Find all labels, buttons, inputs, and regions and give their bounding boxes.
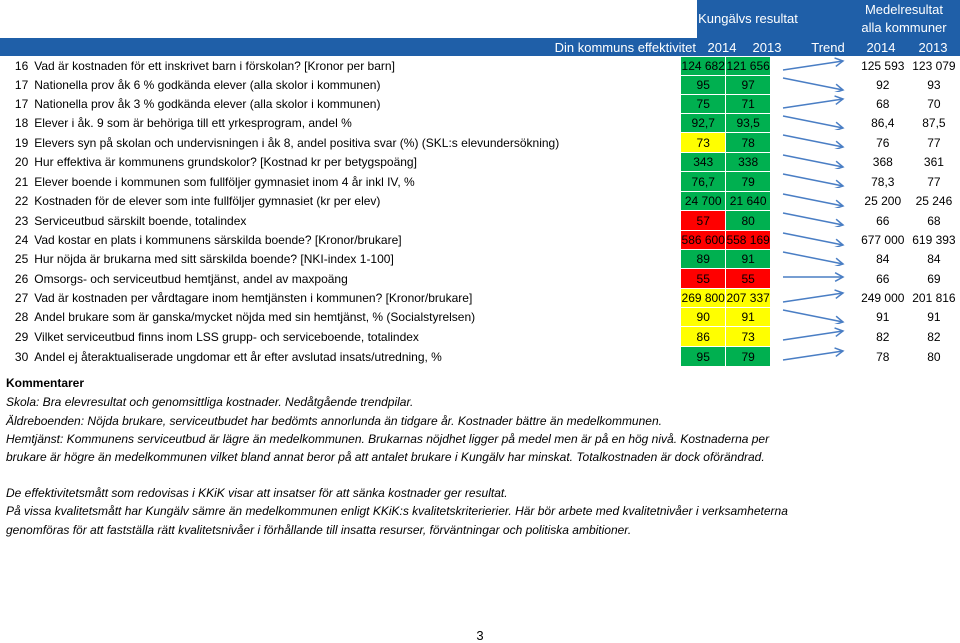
comments-title: Kommentarer [6, 376, 85, 390]
avg-2013-header: 2013 [918, 40, 948, 55]
kungalv-header: Kungälvs resultat [698, 11, 798, 26]
comment-line: brukare är högre än medelkommunen vilket bland annat beror på att antalet brukare i Kungälv har minskat. Totalkostnaden är dock oförändrad. [6, 450, 765, 464]
value-2013: 79 [726, 347, 771, 367]
row-number: 17 [14, 78, 29, 92]
row-number: 21 [14, 174, 29, 189]
value-2014: 89 [681, 250, 726, 269]
comment-line: genomföras för att fastställa rätt kvalitetsnivåer i förhållande till insatta resurser, förväntningar och politiska ambitioner. [6, 523, 632, 537]
indicator-label: Kostnaden för de elever som inte fullföljer gymnasiet (kr per elev) [34, 194, 381, 208]
avg-value-2014: 25 200 [864, 194, 902, 208]
avg-value-2014: 677 000 [861, 233, 905, 247]
avg-value-2013: 25 246 [915, 194, 953, 208]
avg-value-2013: 123 079 [912, 59, 956, 73]
indicator-label: Vad är kostnaden per vårdtagare inom hemtjänsten i kommunen? [Kronor/brukare] [34, 291, 473, 305]
indicator-label: Nationella prov åk 6 % godkända elever (alla skolor i kommunen) [34, 78, 381, 92]
value-2014: 95 [681, 347, 726, 367]
avg-value-2014: 66 [876, 271, 890, 286]
trend-down-icon [779, 211, 849, 227]
table-row [0, 231, 960, 250]
table-row [0, 250, 960, 269]
value-2013: 558 169 [726, 231, 771, 250]
avg-value-2013: 68 [927, 213, 941, 228]
year-2013-header: 2013 [752, 40, 782, 55]
avg-value-2013: 93 [927, 78, 941, 92]
table-row [0, 211, 960, 231]
value-2013: 78 [726, 133, 771, 153]
indicator-label: Serviceutbud särskilt boende, totalindex [34, 213, 247, 228]
trend-arrow-icon [771, 269, 858, 289]
value-2013: 93,5 [726, 114, 771, 133]
avg-value-2014: 84 [876, 252, 890, 266]
table-row [0, 114, 960, 133]
comment-line: De effektivitetsmått som redovisas i KKiK visar att insatser för att sänka kostnader ger resultat. [6, 486, 508, 500]
avg-value-2013: 361 [923, 155, 944, 169]
indicator-label: Elever i åk. 9 som är behöriga till ett yrkesprogram, andel % [34, 116, 352, 130]
row-number: 16 [14, 59, 29, 73]
indicator-label: Omsorgs- och serviceutbud hemtjänst, andel av maxpoäng [34, 271, 348, 286]
din-kommun-header: Din kommuns effektivitet [554, 40, 696, 55]
avg-value-2014: 76 [876, 135, 890, 150]
trend-arrow-icon [771, 289, 858, 308]
value-2014: 586 600 [681, 231, 726, 250]
row-number: 24 [14, 233, 29, 247]
row-number: 20 [14, 155, 29, 169]
value-2014: 269 800 [681, 289, 726, 308]
value-2013: 91 [726, 308, 771, 327]
value-2013: 73 [726, 327, 771, 347]
value-2013: 207 337 [726, 289, 771, 308]
value-2013: 79 [726, 172, 771, 192]
table-row [0, 192, 960, 211]
avg-value-2014: 82 [876, 329, 890, 344]
avg-value-2013: 82 [927, 329, 941, 344]
value-2013: 80 [726, 211, 771, 231]
trend-header: Trend [811, 40, 845, 55]
row-number: 23 [14, 213, 29, 228]
value-2014: 73 [681, 133, 726, 153]
row-number: 18 [14, 116, 29, 130]
value-2013: 55 [726, 269, 771, 289]
table-row [0, 76, 960, 95]
trend-arrow-icon [771, 172, 858, 192]
comment-line: Hemtjänst: Kommunens serviceutbud är lägre än medelkommunen. Brukarnas nöjdhet ligger på medel men är på en hög nivå. Kostnaderna per [6, 432, 770, 446]
indicator-label: Vad är kostnaden för ett inskrivet barn i förskolan? [Kronor per barn] [34, 59, 395, 73]
indicator-label: Elever boende i kommunen som fullföljer gymnasiet inom 4 år inkl IV, % [34, 174, 415, 189]
page-number: 3 [476, 628, 484, 643]
table-row [0, 289, 960, 308]
indicator-label: Vilket serviceutbud finns inom LSS grupp- och serviceboende, totalindex [34, 329, 419, 344]
trend-down-icon [779, 192, 849, 208]
row-number: 17 [14, 97, 29, 111]
table-row [0, 327, 960, 347]
table-row [0, 347, 960, 367]
trend-down-icon [779, 308, 849, 324]
value-2014: 95 [681, 76, 726, 95]
trend-arrow-icon [771, 192, 858, 211]
avg-value-2013: 77 [927, 174, 941, 189]
indicator-label: Nationella prov åk 3 % godkända elever (alla skolor i kommunen) [34, 97, 381, 111]
trend-up-icon [779, 289, 849, 305]
row-number: 28 [14, 310, 29, 324]
trend-flat-icon [779, 269, 849, 285]
value-2014: 55 [681, 269, 726, 289]
trend-arrow-icon [771, 347, 858, 367]
avg-value-2013: 84 [927, 252, 941, 266]
trend-arrow-icon [771, 250, 858, 269]
avg-value-2013: 91 [927, 310, 941, 324]
indicator-label: Hur nöjda är brukarna med sitt särskilda boende? [NKI-index 1-100] [34, 252, 394, 266]
avg-value-2013: 201 816 [912, 291, 956, 305]
medel-header-line1: Medelresultat [864, 2, 944, 17]
avg-value-2014: 66 [876, 213, 890, 228]
avg-value-2014: 125 593 [861, 59, 905, 73]
value-2014: 124 682 [681, 57, 726, 76]
avg-value-2013: 69 [927, 271, 941, 286]
table-row [0, 57, 960, 76]
avg-value-2014: 86,4 [871, 116, 895, 130]
year-2014-header: 2014 [707, 40, 737, 55]
avg-value-2014: 92 [876, 78, 890, 92]
value-2013: 97 [726, 76, 771, 95]
trend-down-icon [779, 250, 849, 266]
trend-up-icon [779, 95, 849, 111]
avg-value-2013: 77 [927, 135, 941, 150]
trend-arrow-icon [771, 308, 858, 327]
row-number: 19 [14, 135, 29, 150]
avg-value-2013: 87,5 [922, 116, 946, 130]
comment-line: Äldreboenden: Nöjda brukare, serviceutbudet har bedömts annorlunda än tidgare år. Kostnader bättre än medelkommunen. [6, 414, 662, 428]
row-number: 22 [14, 194, 29, 208]
value-2014: 75 [681, 95, 726, 114]
trend-down-icon [779, 114, 849, 130]
avg-value-2014: 91 [876, 310, 890, 324]
trend-up-icon [779, 57, 849, 73]
value-2014: 76,7 [681, 172, 726, 192]
avg-value-2013: 80 [927, 349, 941, 364]
value-2014: 57 [681, 211, 726, 231]
value-2014: 24 700 [681, 192, 726, 211]
value-2013: 71 [726, 95, 771, 114]
avg-value-2014: 78 [876, 349, 890, 364]
table-row [0, 308, 960, 327]
row-number: 29 [14, 329, 29, 344]
value-2013: 338 [726, 153, 771, 172]
trend-arrow-icon [771, 231, 858, 250]
value-2013: 91 [726, 250, 771, 269]
avg-value-2014: 68 [876, 97, 890, 111]
trend-arrow-icon [771, 327, 858, 347]
table-row [0, 95, 960, 114]
value-2013: 21 640 [726, 192, 771, 211]
comment-line: På vissa kvalitetsmått har Kungälv sämre än medelkommunen enligt KKiK:s kvalitetskriterierier. Här bör arbete med kvalitetnivåer i verksamheterna [6, 504, 788, 518]
table-row [0, 172, 960, 192]
indicator-label: Vad kostar en plats i kommunens särskilda boende? [Kronor/brukare] [34, 233, 402, 247]
table-row [0, 133, 960, 153]
table-header [0, 0, 960, 56]
trend-arrow-icon [771, 211, 858, 231]
trend-down-icon [779, 231, 849, 247]
row-number: 30 [14, 349, 29, 364]
avg-value-2014: 368 [872, 155, 893, 169]
row-number: 27 [14, 291, 29, 305]
indicator-label: Hur effektiva är kommunens grundskolor? [Kostnad kr per betygspoäng] [34, 155, 417, 169]
avg-value-2013: 70 [927, 97, 941, 111]
table-row [0, 153, 960, 172]
avg-value-2014: 249 000 [861, 291, 905, 305]
comment-line: Skola: Bra elevresultat och genomsittliga kostnader. Nedåtgående trendpilar. [6, 395, 414, 409]
trend-arrow-icon [771, 114, 858, 133]
value-2014: 90 [681, 308, 726, 327]
trend-arrow-icon [771, 133, 858, 153]
row-number: 25 [14, 252, 29, 266]
trend-up-icon [779, 327, 849, 343]
value-2013: 121 656 [726, 57, 771, 76]
trend-arrow-icon [771, 95, 858, 114]
trend-up-icon [779, 347, 849, 363]
indicator-label: Andel ej återaktualiserade ungdomar ett år efter avslutad insats/utredning, % [34, 349, 442, 364]
value-2014: 92,7 [681, 114, 726, 133]
kpi-rows [0, 56, 960, 367]
trend-arrow-icon [771, 153, 858, 172]
indicator-label: Elevers syn på skolan och undervisningen i åk 8, andel positiva svar (%) (SKL:s elevundersökning) [34, 135, 560, 150]
avg-value-2014: 78,3 [871, 174, 895, 189]
trend-down-icon [779, 153, 849, 169]
trend-arrow-icon [771, 57, 858, 76]
table-row [0, 269, 960, 289]
trend-down-icon [779, 172, 849, 188]
avg-2014-header: 2014 [866, 40, 896, 55]
row-number: 26 [14, 271, 29, 286]
medel-header-line2: alla kommuner [861, 20, 947, 35]
trend-down-icon [779, 133, 849, 149]
trend-down-icon [779, 76, 849, 92]
value-2014: 343 [681, 153, 726, 172]
indicator-label: Andel brukare som är ganska/mycket nöjda med sin hemtjänst, % (Socialstyrelsen) [34, 310, 476, 324]
avg-value-2013: 619 393 [912, 233, 956, 247]
value-2014: 86 [681, 327, 726, 347]
trend-arrow-icon [771, 76, 858, 95]
